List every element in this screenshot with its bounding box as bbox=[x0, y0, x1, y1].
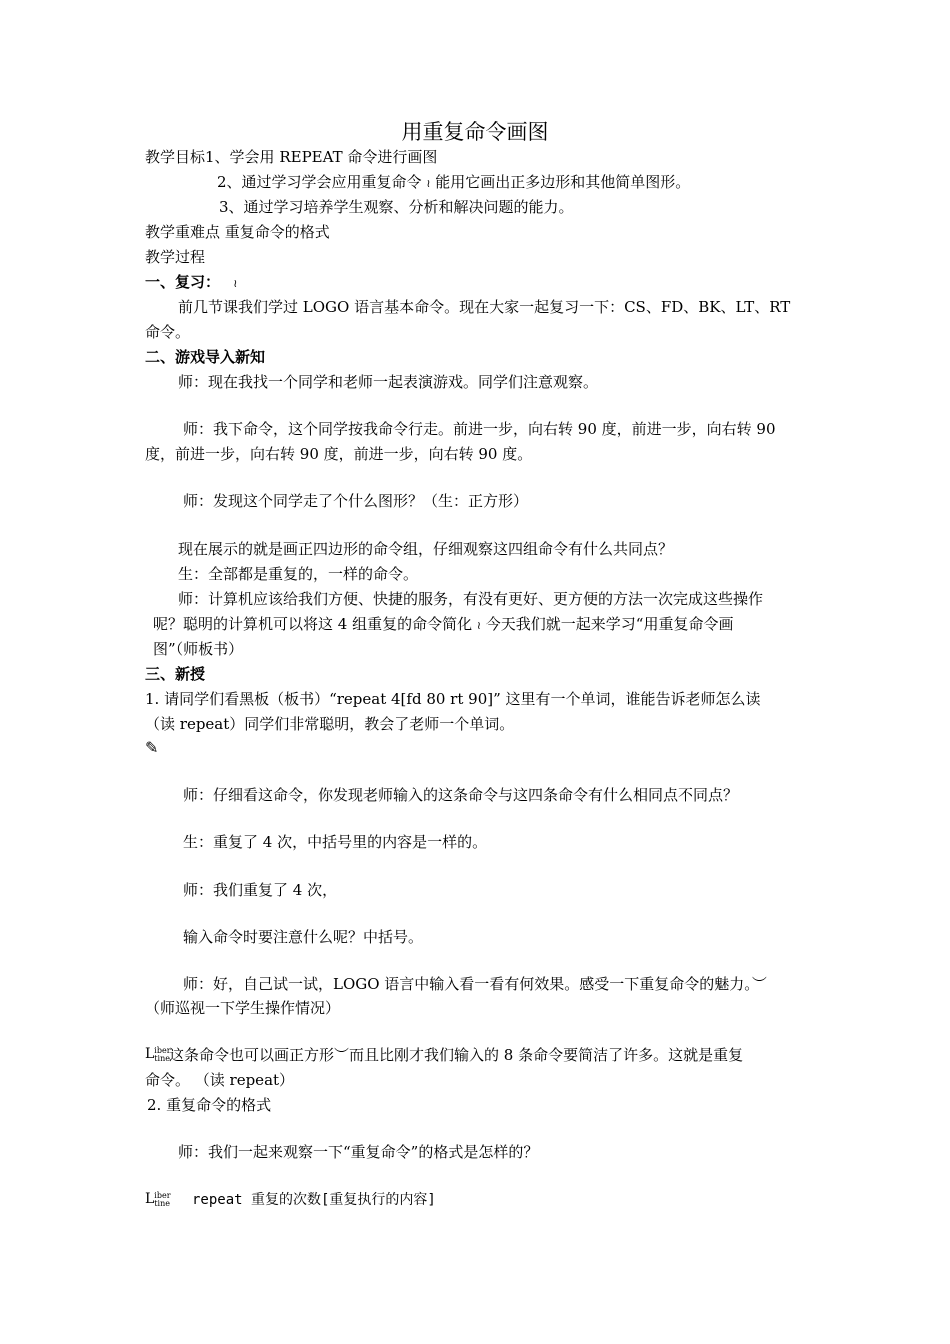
repeat-paragraph-line1: 这条命令也可以画正方形︶而且比刚才我们输入的 8 条命令要简洁了许多。这就是重复 bbox=[169, 1046, 744, 1064]
game-paragraph-1: 师：现在我找一个同学和老师一起表演游戏。同学们注意观察。 bbox=[178, 373, 599, 391]
answer-1: 生：重复了 4 次，中括号里的内容是一样的。 bbox=[183, 833, 488, 851]
keypoints-line: 教学重难点 重复命令的格式 bbox=[145, 223, 330, 241]
wave-icon: ≀ bbox=[426, 177, 431, 190]
question-1: 师：仔细看这命令，你发现老师输入的这条命令与这四条命令有什么相同点不同点？ bbox=[183, 786, 739, 804]
section-3-heading: 三、新授 bbox=[145, 665, 206, 683]
teach-paragraph-1-line2: （读 repeat）同学们非常聪明，教会了老师一个单词。 bbox=[145, 715, 515, 733]
game-paragraph-2-line2: 度，前进一步，向右转 90 度，前进一步，向右转 90 度。 bbox=[145, 445, 533, 463]
wave-icon: ≀ bbox=[476, 619, 481, 632]
section-2-heading: 二、游戏导入新知 bbox=[145, 348, 266, 366]
smile-icon: ︶ bbox=[751, 975, 767, 993]
repeat-format: repeat 重复的次数[重复执行的内容] bbox=[192, 1192, 436, 1208]
question-4-line1: 师：好，自己试一试，LOGO 语言中输入看一看有何效果。感受一下重复命令的魅力。︶ bbox=[183, 975, 767, 993]
wave-icon: ≀ bbox=[233, 277, 238, 290]
question-2: 师：我们重复了 4 次， bbox=[183, 881, 338, 899]
document-title: 用重复命令画图 bbox=[401, 120, 549, 144]
game-paragraph-6-line2: 呢？聪明的计算机可以将这 4 组重复的命令简化 ≀ 今天我们就一起来学习“用重复命令画 bbox=[153, 615, 734, 633]
format-question: 师：我们一起来观察一下“重复命令”的格式是怎样的？ bbox=[178, 1143, 539, 1161]
goals-label: 教学目标 bbox=[145, 148, 206, 166]
review-paragraph-line2: 命令。 bbox=[145, 323, 191, 341]
question-3: 输入命令时要注意什么呢？中括号。 bbox=[183, 928, 424, 946]
subsection-2-heading: 2. 重复命令的格式 bbox=[147, 1096, 272, 1114]
game-paragraph-4: 现在展示的就是画正四边形的命令组，仔细观察这四组命令有什么共同点？ bbox=[178, 540, 674, 558]
scroll-mark-icon: ✎ bbox=[145, 738, 159, 757]
game-paragraph-5: 生：全部都是重复的，一样的命令。 bbox=[178, 565, 419, 583]
game-paragraph-6-line3: 图”（师板书） bbox=[153, 640, 244, 658]
libertine-mark-icon: L iber tine bbox=[145, 1191, 171, 1208]
section-1-heading: 一、复习： ≀ bbox=[145, 273, 238, 291]
question-4-line2: （师巡视一下学生操作情况） bbox=[145, 999, 341, 1017]
game-paragraph-6-line1: 师：计算机应该给我们方便、快捷的服务，有没有更好、更方便的方法一次完成这些操作 bbox=[178, 590, 764, 608]
process-label: 教学过程 bbox=[145, 248, 206, 266]
game-paragraph-2-line1: 师：我下命令，这个同学按我命令行走。前进一步，向右转 90 度，前进一步，向右转 90 bbox=[183, 420, 776, 438]
goal-1: 教学目标1、学会用 REPEAT 命令进行画图 bbox=[145, 148, 438, 166]
goal-2: 2、通过学习学会应用重复命令 ≀ 能用它画出正多边形和其他简单图形。 bbox=[217, 173, 691, 191]
teach-paragraph-1-line1: 1. 请同学们看黑板（板书）“repeat 4[fd 80 rt 90]” 这里有一个单词，谁能告诉老师怎么读 bbox=[145, 690, 761, 708]
goal-3: 3、通过学习培养学生观察、分析和解决问题的能力。 bbox=[219, 198, 574, 216]
repeat-paragraph-line2: 命令。 （读 repeat） bbox=[145, 1071, 295, 1089]
game-paragraph-3: 师：发现这个同学走了个什么图形？（生：正方形） bbox=[183, 492, 529, 510]
libertine-mark-icon: L iber tine bbox=[145, 1046, 171, 1063]
smile-icon: ︶ bbox=[334, 1046, 350, 1064]
review-paragraph-line1: 前几节课我们学过 LOGO 语言基本命令。现在大家一起复习一下：CS、FD、BK、LT、RT bbox=[178, 298, 791, 316]
